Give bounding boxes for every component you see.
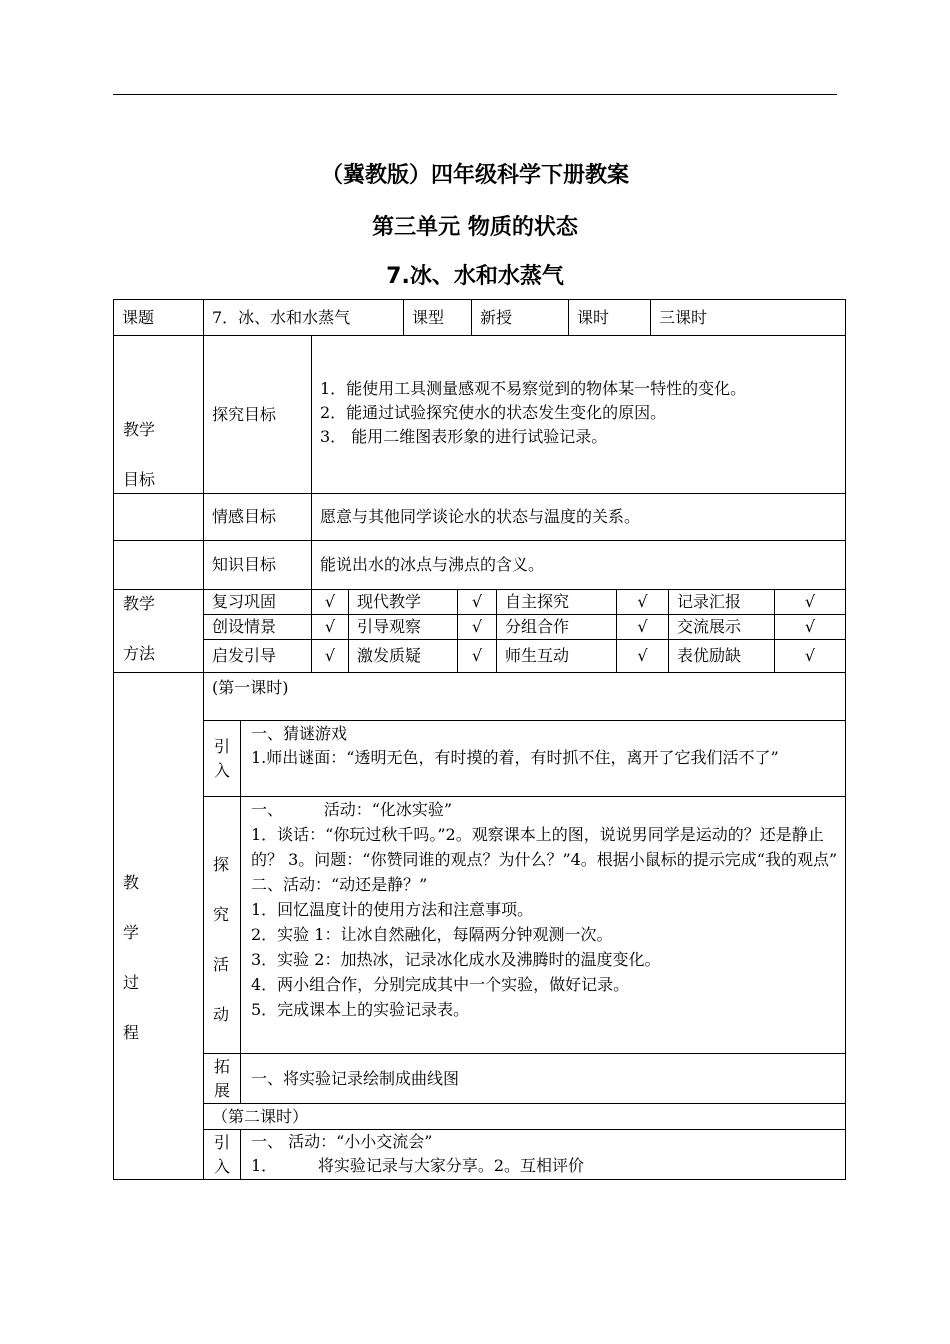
topic-label: 课题 bbox=[113, 299, 204, 336]
extend-content: 一、将实验记录绘制成曲线图 bbox=[240, 1053, 846, 1104]
explore-line: 3．实验 2：加热冰，记录冰化成水及沸腾时的温度变化。 bbox=[251, 950, 661, 969]
hours-label: 课时 bbox=[568, 299, 651, 336]
intro-line: 一、猜谜游戏 bbox=[251, 724, 348, 743]
method-name: 创设情景 bbox=[203, 614, 312, 640]
extend-label-char: 拓 bbox=[213, 1056, 230, 1076]
explore-line: 1．回忆温度计的使用方法和注意事项。 bbox=[251, 900, 534, 919]
explore-line: 4．两小组合作，分别完成其中一个实验，做好记录。 bbox=[251, 975, 630, 994]
check-mark: √ bbox=[774, 589, 846, 615]
intro-content bbox=[240, 720, 846, 797]
topic-value: 7．冰、水和水蒸气 bbox=[203, 299, 404, 336]
explore-goal-item: 2．能通过试验探究使水的状态发生变化的原因。 bbox=[320, 403, 667, 422]
explore-label-char: 究 bbox=[213, 905, 230, 924]
method-name: 复习巩固 bbox=[203, 589, 312, 615]
check-mark: √ bbox=[457, 614, 497, 640]
explore-line: 一、 活动：“化冰实验” bbox=[251, 800, 453, 819]
methods-label bbox=[113, 589, 204, 673]
check-mark: √ bbox=[311, 639, 349, 673]
emotion-goal-text: 愿意与其他同学谈论水的状态与温度的关系。 bbox=[311, 493, 846, 541]
intro-label-char: 引 bbox=[213, 736, 230, 756]
extend-label bbox=[203, 1053, 241, 1104]
goals-label-b: 目标 bbox=[123, 470, 156, 489]
type-value: 新授 bbox=[471, 299, 569, 336]
explore-goal-item: 1．能使用工具测量感观不易察觉到的物体某一特性的变化。 bbox=[320, 379, 747, 398]
check-mark: √ bbox=[616, 589, 669, 615]
lesson2-label: （第二课时） bbox=[203, 1103, 846, 1130]
explore-goal-content bbox=[311, 335, 846, 494]
intro2-line: 一、 活动：“小小交流会” bbox=[251, 1132, 433, 1151]
intro-label bbox=[203, 720, 241, 797]
type-label: 课型 bbox=[403, 299, 472, 336]
doc-title: （冀教版）四年级科学下册教案 bbox=[320, 163, 629, 188]
explore-label-char: 探 bbox=[213, 855, 230, 874]
blank-cell bbox=[113, 493, 204, 541]
lesson-title: 7.冰、水和水蒸气 bbox=[386, 264, 564, 289]
method-name: 启发引导 bbox=[203, 639, 312, 673]
explore-label-char: 活 bbox=[213, 955, 230, 974]
check-mark: √ bbox=[311, 614, 349, 640]
explore-label-char: 动 bbox=[213, 1005, 230, 1024]
check-mark: √ bbox=[616, 639, 669, 673]
header-rule bbox=[113, 94, 837, 95]
process-label-char: 教 bbox=[123, 873, 140, 892]
check-mark: √ bbox=[774, 614, 846, 640]
intro-label-char: 入 bbox=[213, 760, 230, 780]
method-name: 自主探究 bbox=[496, 589, 617, 615]
intro-line: 1.师出谜面：“透明无色，有时摸的着，有时抓不住，离开了它我们活不了” bbox=[251, 748, 779, 767]
knowledge-goal-label: 知识目标 bbox=[203, 540, 312, 590]
emotion-goal-label: 情感目标 bbox=[203, 493, 312, 541]
check-mark: √ bbox=[616, 614, 669, 640]
intro2-line: 1． 将实验记录与大家分享。2。互相评价 bbox=[251, 1156, 585, 1175]
methods-label-a: 教学 bbox=[123, 594, 156, 613]
explore-activity-label bbox=[203, 796, 241, 1054]
explore-line: 1．谈话：“你玩过秋千吗。”2。观察课本上的图，说说男同学是运动的？还是静止的？ 3。问题：“你赞同谁的观点？为什么？”4。根据小鼠标的提示完成“我的观点” bbox=[251, 825, 838, 869]
intro2-label-char: 入 bbox=[213, 1156, 230, 1176]
explore-line: 二、活动：“动还是静？” bbox=[251, 875, 428, 894]
method-name: 现代教学 bbox=[348, 589, 458, 615]
process-label-char: 学 bbox=[123, 923, 140, 942]
intro2-content bbox=[240, 1129, 846, 1180]
method-name: 表优励缺 bbox=[668, 639, 775, 673]
knowledge-goal-text: 能说出水的冰点与沸点的含义。 bbox=[311, 540, 846, 590]
goals-label-a: 教学 bbox=[123, 420, 156, 439]
explore-goal-item: 3． 能用二维图表形象的进行试验记录。 bbox=[320, 427, 608, 446]
lesson1-label: (第一课时) bbox=[203, 672, 846, 721]
explore-goal-label: 探究目标 bbox=[203, 335, 312, 494]
method-name: 记录汇报 bbox=[668, 589, 775, 615]
check-mark: √ bbox=[311, 589, 349, 615]
explore-activity-content bbox=[240, 796, 846, 1054]
explore-line: 5．完成课本上的实验记录表。 bbox=[251, 1000, 470, 1019]
check-mark: √ bbox=[457, 639, 497, 673]
intro2-label bbox=[203, 1129, 241, 1180]
method-name: 引导观察 bbox=[348, 614, 458, 640]
method-name: 交流展示 bbox=[668, 614, 775, 640]
goals-label bbox=[113, 335, 204, 494]
method-name: 分组合作 bbox=[496, 614, 617, 640]
extend-label-char: 展 bbox=[213, 1080, 230, 1100]
explore-line: 2．实验 1：让冰自然融化，每隔两分钟观测一次。 bbox=[251, 925, 613, 944]
process-label bbox=[113, 672, 204, 1180]
method-name: 激发质疑 bbox=[348, 639, 458, 673]
blank-cell bbox=[113, 540, 204, 590]
check-mark: √ bbox=[774, 639, 846, 673]
process-label-char: 过 bbox=[123, 973, 140, 992]
unit-title: 第三单元 物质的状态 bbox=[372, 215, 578, 240]
process-label-char: 程 bbox=[123, 1023, 140, 1042]
method-name: 师生互动 bbox=[496, 639, 617, 673]
hours-value: 三课时 bbox=[650, 299, 846, 336]
check-mark: √ bbox=[457, 589, 497, 615]
methods-label-b: 方法 bbox=[123, 644, 156, 663]
intro2-label-char: 引 bbox=[213, 1132, 230, 1152]
